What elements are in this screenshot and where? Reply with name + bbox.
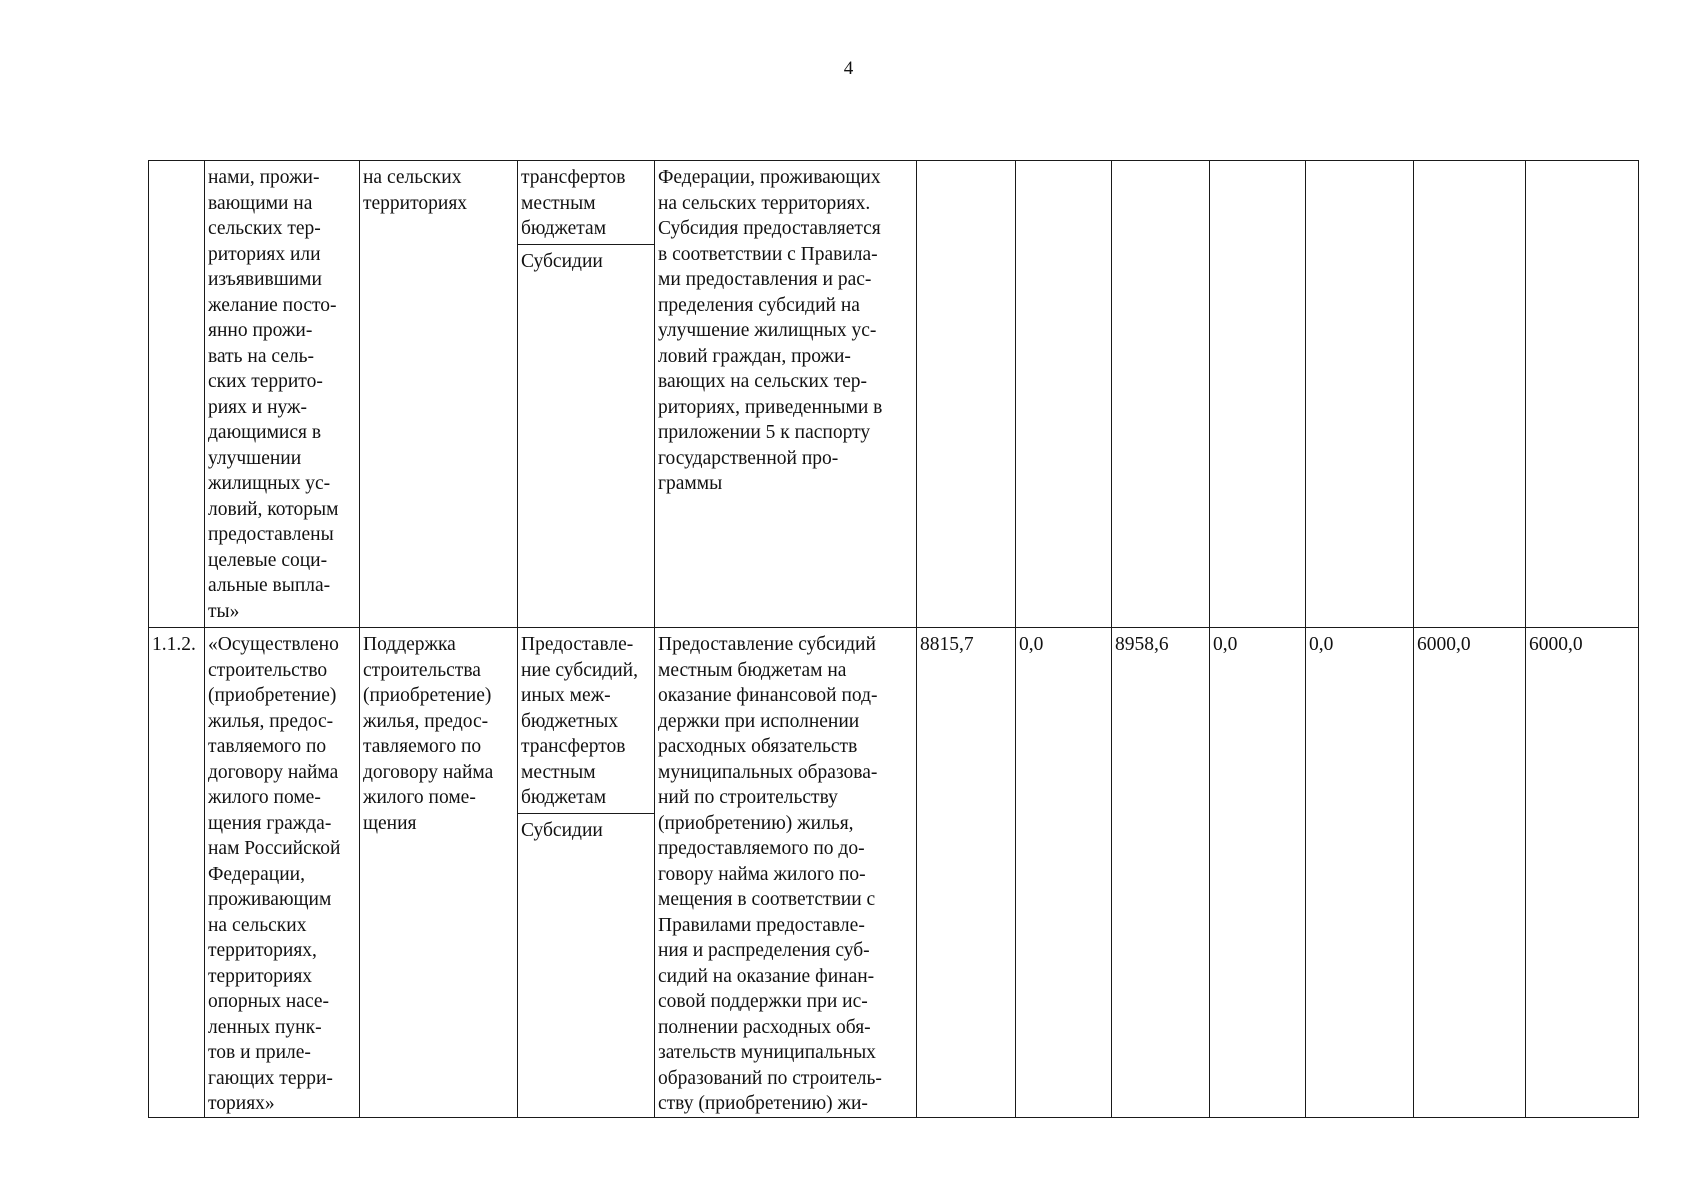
value-cell: 6000,0: [1414, 628, 1526, 1118]
table-row: [149, 161, 1639, 628]
row-index: [149, 161, 205, 628]
mechanism-bottom: Субсидии: [521, 250, 603, 272]
measure-purpose: [360, 628, 518, 1118]
measure-purpose-text: на сельских территориях: [363, 167, 468, 214]
support-mechanism: [518, 161, 655, 628]
measure-name: [205, 628, 360, 1118]
measure-description-text: Предоставление субсидий местным бюджетам на оказание финансовой под- держки при исполнении расходных обязательств муниципальных образова- ний по строительству (приобретению) жилья, предоставляемого по до- говору найма жилого по- мещения в соответствии с Правилами предоставле- ния и распределения суб- сидий на оказание финан- совой поддержки при ис- полнении расходных обя- зательств муниципальных образований по строитель- ству (приобретению) жи-: [658, 634, 882, 1114]
row-index: 1.1.2.: [149, 628, 205, 1118]
value-cell: [1112, 161, 1210, 628]
mechanism-bottom: Субсидии: [521, 819, 603, 841]
value-cell: [1414, 161, 1526, 628]
value-cell: [917, 161, 1016, 628]
table-row: [149, 628, 1639, 1118]
value-cell: [1210, 161, 1306, 628]
measure-name-text: нами, прожи- вающими на сельских тер- риториях или изъявившими желание посто- янно прожи- вать на сель- ских террито- риях и нуж- дающимися в улучшении жилищных ус- ловий, которым предоставлены целевые соци- альные выпла- ты»: [208, 167, 339, 622]
value-cell: 0,0: [1016, 628, 1112, 1118]
measure-name-text: «Осуществлено строительство (приобретение) жилья, предос- тавляемого по договору найма жилого поме- щения гражда- нам Российской Федерации, проживающим на сельских территориях, территориях опорных насе- ленных пунк- тов и приле- гающих терри- ториях»: [208, 634, 341, 1114]
value-cell: 8958,6: [1112, 628, 1210, 1118]
value-cell: 0,0: [1306, 628, 1414, 1118]
measure-description: [655, 628, 917, 1118]
program-measures-table: [148, 160, 1639, 1118]
value-cell: 8815,7: [917, 628, 1016, 1118]
value-cell: [1526, 161, 1639, 628]
mechanism-top: Предоставле- ние субсидий, иных меж- бюджетных трансфертов местным бюджетам: [518, 628, 654, 814]
measure-purpose-text: Поддержка строительства (приобретение) жилья, предос- тавляемого по договору найма жилого поме- щения: [363, 634, 494, 834]
measure-purpose: [360, 161, 518, 628]
value-cell: 0,0: [1210, 628, 1306, 1118]
measure-description: [655, 161, 917, 628]
mechanism-top: трансфертов местным бюджетам: [518, 161, 654, 245]
value-cell: 6000,0: [1526, 628, 1639, 1118]
support-mechanism: [518, 628, 655, 1118]
measure-name: [205, 161, 360, 628]
measure-description-text: Федерации, проживающих на сельских территориях. Субсидия предоставляется в соответствии с Правила- ми предоставления и рас- пределения субсидий на улучшение жилищных ус- ловий граждан, прожи- вающих на сельских тер- риториях, приведенными в приложении 5 к паспорту государственной про- граммы: [658, 167, 883, 494]
page-number: 4: [843, 58, 854, 79]
value-cell: [1306, 161, 1414, 628]
value-cell: [1016, 161, 1112, 628]
